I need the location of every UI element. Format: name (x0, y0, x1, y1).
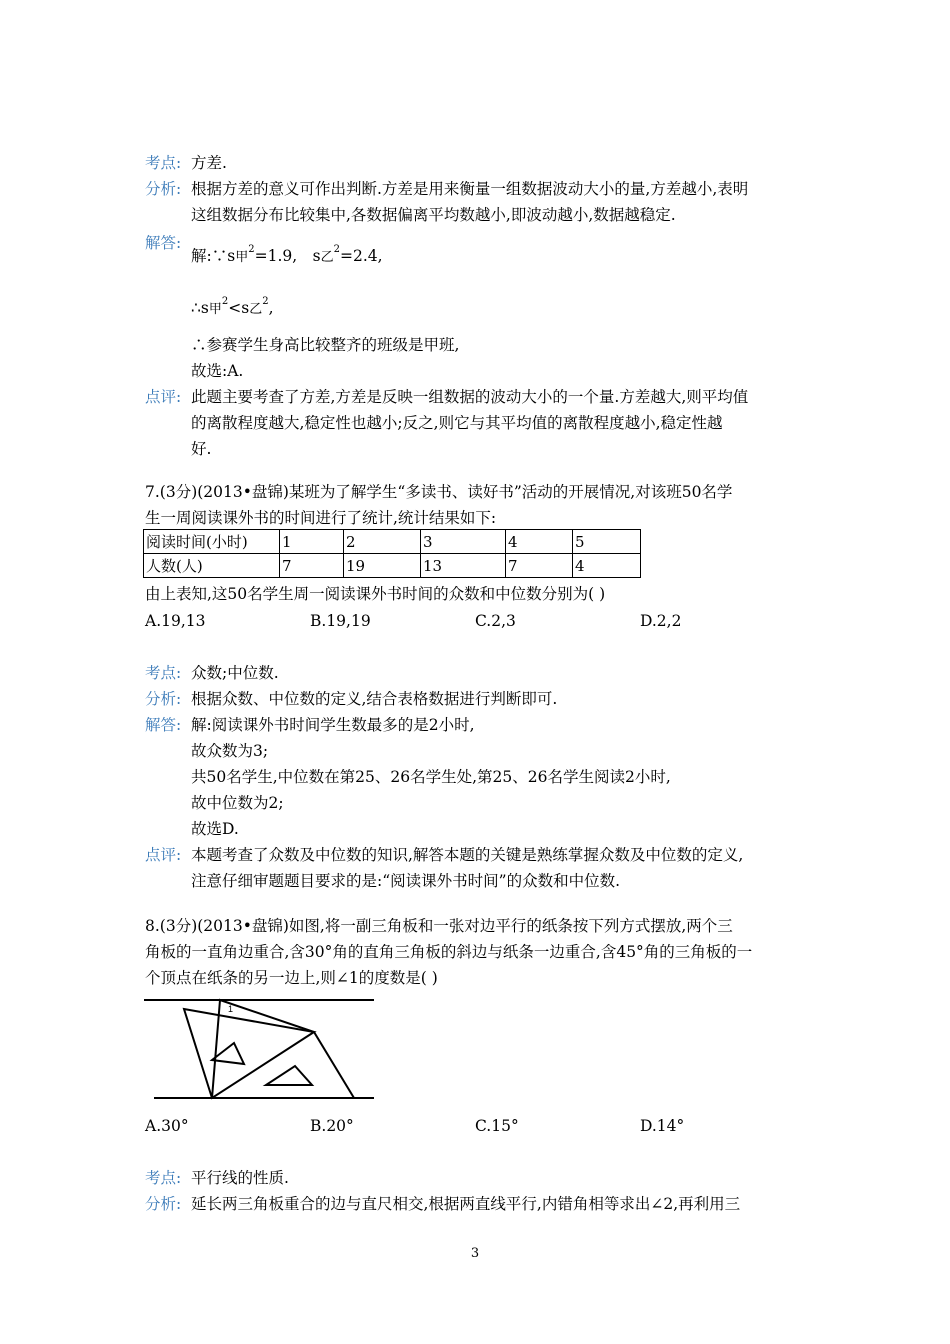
q7-jieda (191, 712, 810, 842)
q6-jieda-line2: ∴s甲$^2$<s乙$^2$, (191, 296, 274, 317)
q6-solution (145, 150, 810, 462)
angle-1-label: 1 (228, 1004, 234, 1014)
q6-kaodian: 方差. (191, 154, 227, 172)
option-a: A.19,13 (145, 612, 206, 630)
q6-dianping (191, 384, 810, 462)
q8-kaodian: 平行线的性质. (191, 1169, 289, 1187)
table-cell: 5 (573, 530, 641, 554)
option-b: B.20° (310, 1117, 354, 1135)
q7-jieda-line1: 解:阅读课外书时间学生数最多的是2小时, (191, 716, 475, 734)
q7-dianping (191, 842, 810, 894)
q6-jieda-label: 解答: (145, 234, 182, 252)
q8-kaodian-label: 考点: (145, 1169, 182, 1187)
q7-dianping-line1: 本题考查了众数及中位数的知识,解答本题的关键是熟练掌握众数及中位数的定义, (191, 846, 744, 864)
q6-jieda (191, 230, 810, 384)
q7-dianping-line2: 注意仔细审题题目要求的是:“阅读课外书时间”的众数和中位数. (191, 872, 620, 890)
q8-fenxi: 延长两三角板重合的边与直尺相交,根据两直线平行,内错角相等求出∠2,再利用三 (191, 1195, 741, 1213)
q6-fenxi-line1: 根据方差的意义可作出判断.方差是用来衡量一组数据波动大小的量,方差越小,表明 (191, 180, 749, 198)
q7-stem-line2: 生一周阅读课外书的时间进行了统计,统计结果如下: (145, 509, 497, 527)
q7-kaodian-label: 考点: (145, 664, 182, 682)
option-d: D.2,2 (640, 612, 682, 630)
option-d: D.14° (640, 1117, 685, 1135)
q8-solution (145, 1165, 810, 1217)
q8-stem-line2: 角板的一直角边重合,含30°角的直角三角板的斜边与纸条一边重合,含45°角的三角板的一 (145, 943, 753, 961)
q8-figure (142, 994, 376, 1104)
q6-jieda-line1: 解:∵s甲$^2$=1.9, s乙$^2$=2.4, (191, 244, 383, 265)
table-cell: 7 (506, 554, 573, 578)
table-row (144, 530, 641, 554)
table-cell: 2 (344, 530, 421, 554)
page-number: 3 (470, 1246, 480, 1261)
q6-dianping-line2: 的离散程度越大,稳定性也越小;反之,则它与其平均值的离散程度越小,稳定性越 (191, 414, 723, 432)
q8-options (145, 1113, 810, 1139)
q7-fenxi: 根据众数、中位数的定义,结合表格数据进行判断即可. (191, 690, 558, 708)
q6-kaodian-label: 考点: (145, 154, 182, 172)
q7-dianping-label: 点评: (145, 846, 182, 864)
option-b: B.19,19 (310, 612, 371, 630)
q8-stem-line1: 8.(3分)(2013•盘锦)如图,将一副三角板和一张对边平行的纸条按下列方式摆放,两个三 (145, 917, 733, 935)
q7-jieda-line4: 故中位数为2; (191, 794, 284, 812)
q7-jieda-line5: 故选D. (191, 820, 239, 838)
q7-question (145, 581, 810, 634)
table-cell: 人数(人) (144, 554, 280, 578)
table-cell: 7 (280, 554, 344, 578)
q6-fenxi-line2: 这组数据分布比较集中,各数据偏离平均数越小,即波动越小,数据越稳定. (191, 206, 676, 224)
q7-options (145, 608, 810, 634)
q6-dianping-line1: 此题主要考查了方差,方差是反映一组数据的波动大小的一个量.方差越大,则平均值 (191, 388, 749, 406)
q7-fenxi-label: 分析: (145, 690, 182, 708)
table-cell: 4 (506, 530, 573, 554)
q6-dianping-line3: 好. (191, 440, 212, 458)
q6-fenxi-label: 分析: (145, 180, 182, 198)
q6-dianping-label: 点评: (145, 388, 182, 406)
table-row (144, 554, 641, 578)
q7-solution (145, 660, 810, 894)
table-cell: 阅读时间(小时) (144, 530, 280, 554)
q8-stem-line3: 个顶点在纸条的另一边上,则∠1的度数是( ) (145, 969, 438, 987)
q8-stem (145, 913, 810, 991)
q7-jieda-label: 解答: (145, 716, 182, 734)
q6-jieda-line4: 故选:A. (191, 362, 244, 380)
table-cell: 3 (421, 530, 506, 554)
option-c: C.2,3 (475, 612, 516, 630)
triangle-45-hole (266, 1066, 312, 1085)
q7-stem-line1: 7.(3分)(2013•盘锦)某班为了解学生“多读书、读好书”活动的开展情况,对该班50名学 (145, 483, 733, 501)
q8-fenxi-label: 分析: (145, 1195, 182, 1213)
q6-fenxi (191, 176, 810, 228)
option-c: C.15° (475, 1117, 519, 1135)
table-cell: 4 (573, 554, 641, 578)
q6-jieda-line3: ∴参赛学生身高比较整齐的班级是甲班, (191, 336, 460, 354)
q7-jieda-line2: 故众数为3; (191, 742, 269, 760)
table-cell: 19 (344, 554, 421, 578)
q7-kaodian: 众数;中位数. (191, 664, 279, 682)
option-a: A.30° (145, 1117, 189, 1135)
q7-table (143, 529, 641, 578)
q7-stem (145, 479, 810, 531)
table-cell: 13 (421, 554, 506, 578)
q7-jieda-line3: 共50名学生,中位数在第25、26名学生处,第25、26名学生阅读2小时, (191, 768, 671, 786)
table-cell: 1 (280, 530, 344, 554)
q7-question-text: 由上表知,这50名学生周一阅读课外书时间的众数和中位数分别为( ) (145, 585, 606, 603)
